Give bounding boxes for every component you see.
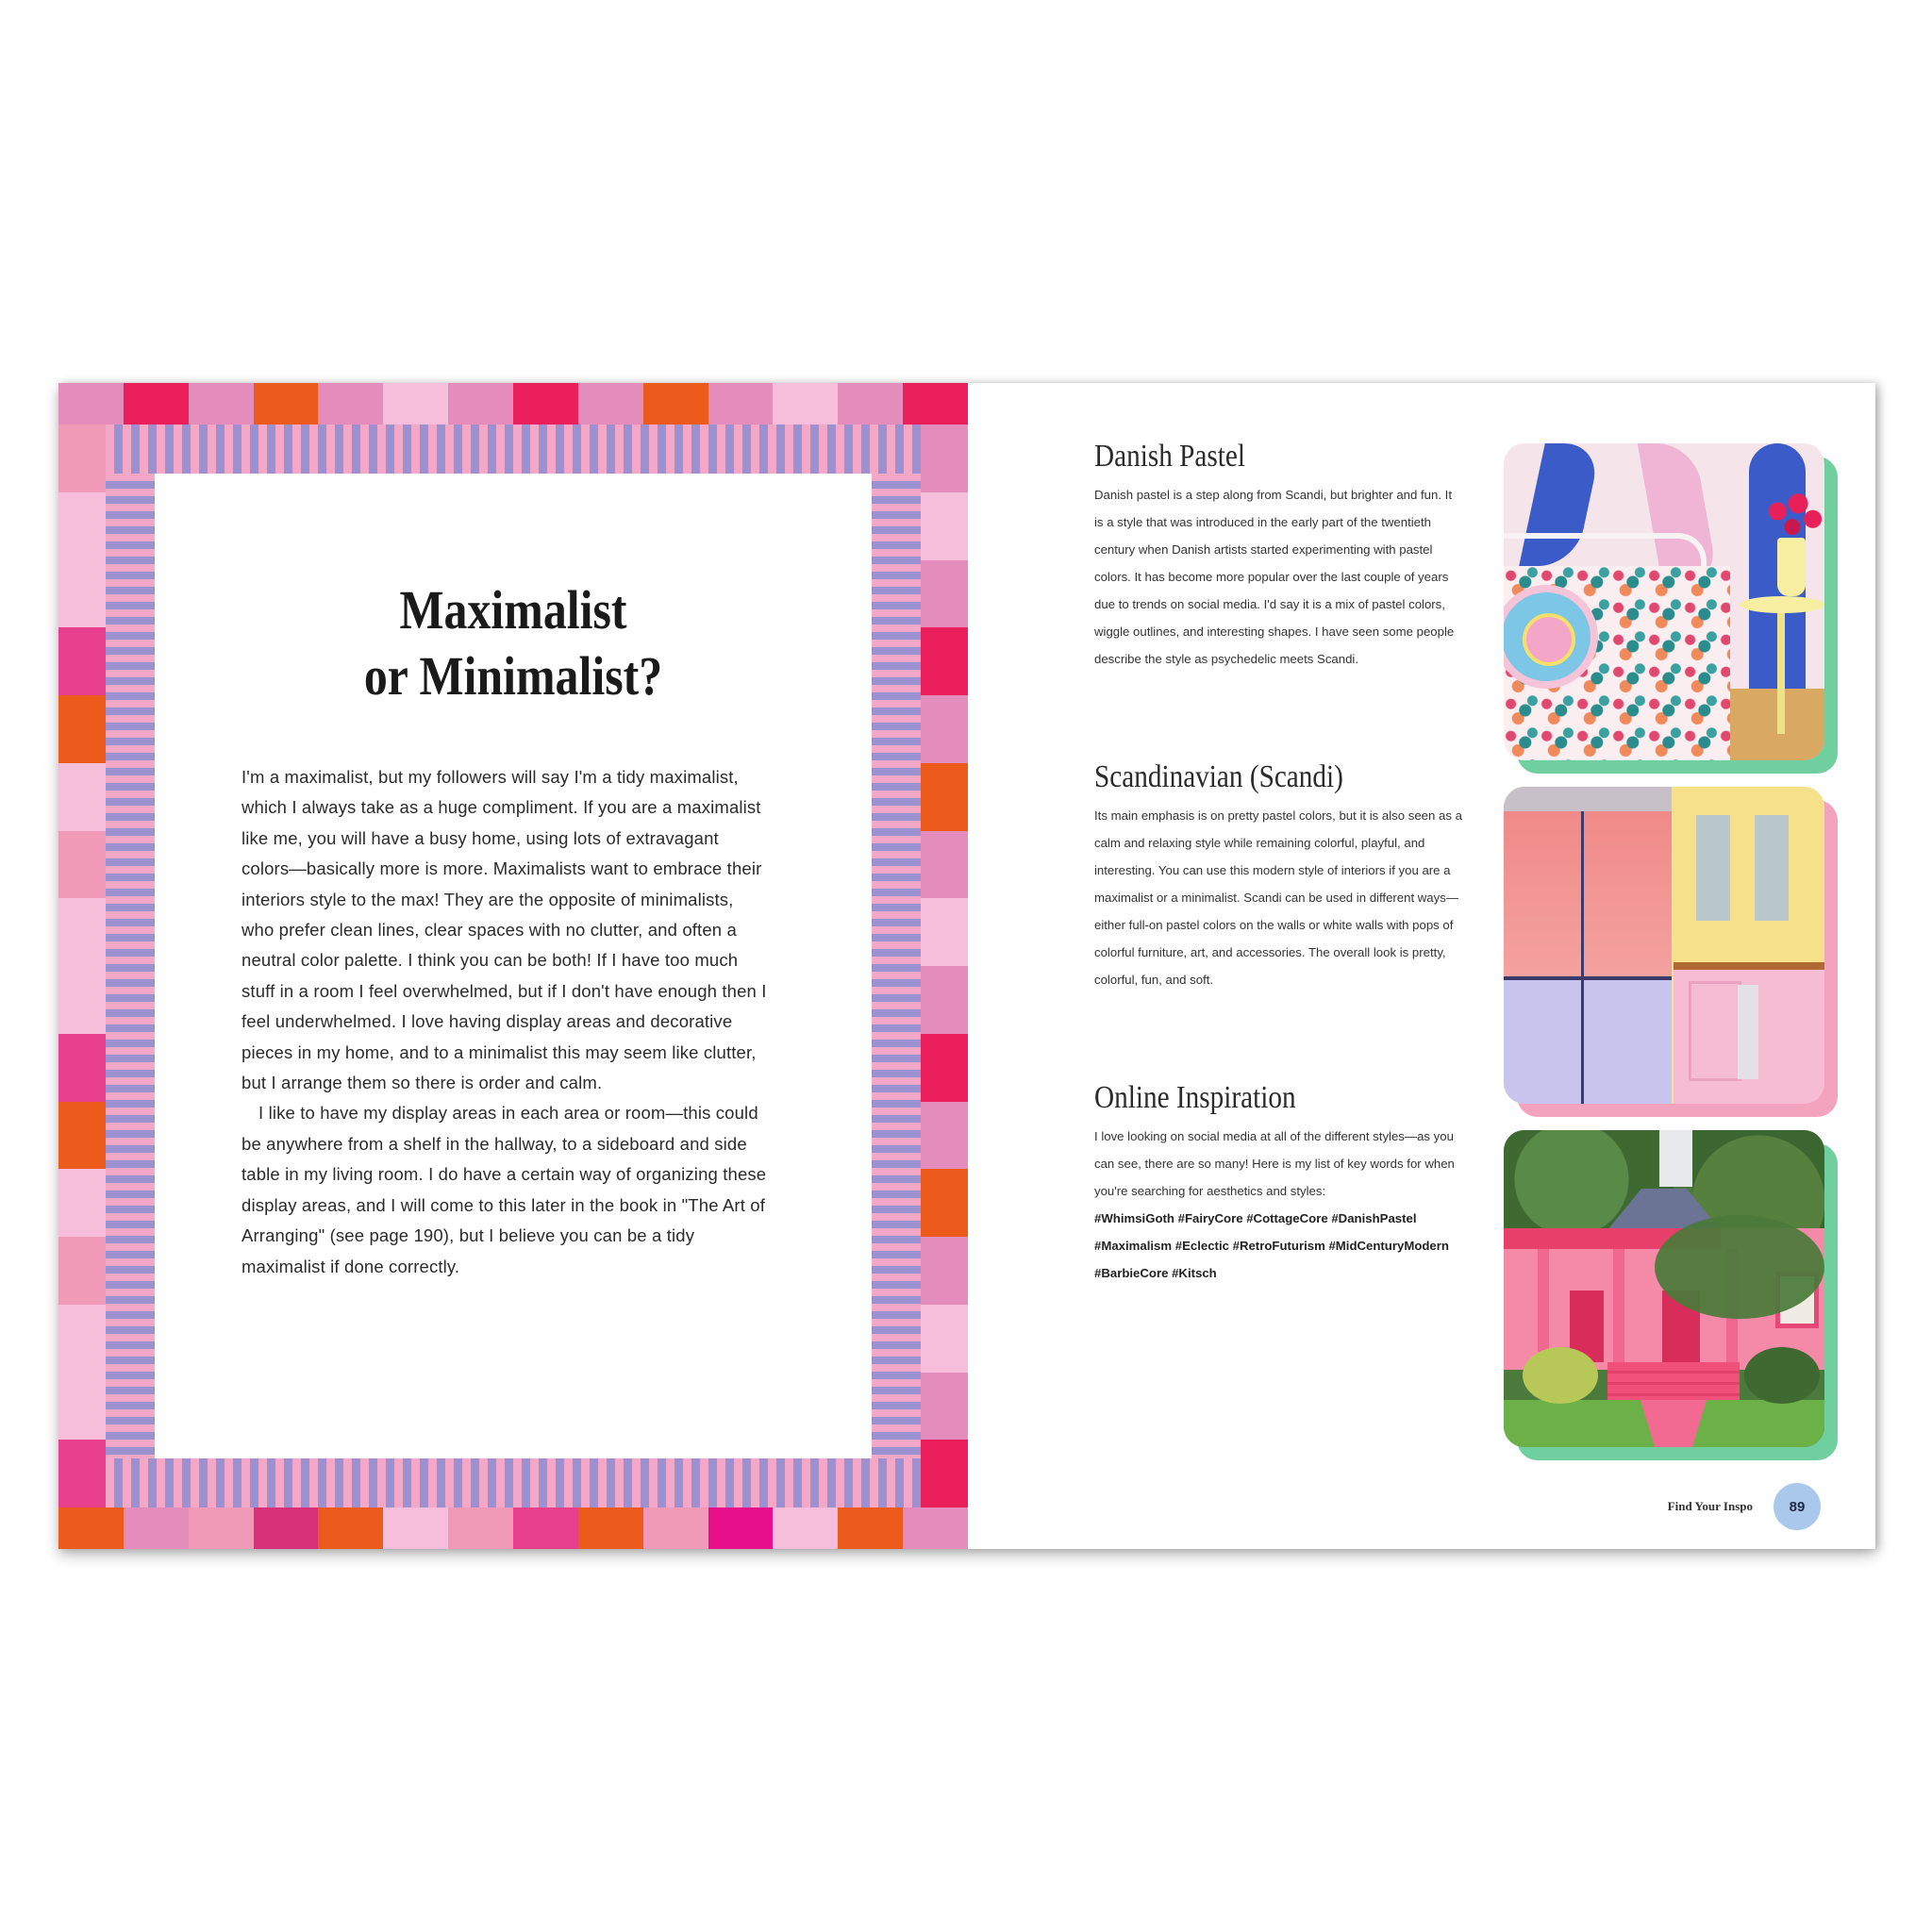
page-footer (1668, 1483, 1821, 1530)
section-online-inspiration (1094, 1079, 1462, 1287)
section-heading: Online Inspiration (1094, 1080, 1296, 1115)
section-body: Danish pastel is a step along from Scandi, but brighter and fun. It is a style that was introduced in the early part of the twentieth century when Danish artists started experimenting with pastel colors. It has become more popular over the last couple of years due to trends on social media. I'd say it is a mix of pastel colors, wiggle outlines, and interesting shapes. I have seen some people describe the style as psychedelic meets Scandi. (1094, 488, 1455, 666)
paragraph-2: I like to have my display areas in each area or room—this could be anywhere from a shelf in the hallway, to a sideboard and side table in my living room. I do have a certain way of organizing these display areas, and I will come to this later in the book in "The Art of Arranging" (see page 190), but I believe you can be a tidy maximalist if done correctly. (242, 1103, 767, 1276)
title-line-1: Maximalist (399, 579, 627, 641)
left-page (58, 383, 968, 1549)
photo-kitchen (1504, 787, 1838, 1117)
title-line-2: or Minimalist? (363, 645, 663, 707)
page-title (205, 577, 822, 709)
photo-bedroom (1504, 443, 1838, 774)
section-scandinavian (1094, 758, 1462, 993)
bedroom-image (1504, 443, 1824, 760)
section-danish-pastel (1094, 438, 1462, 673)
stripe-border-left (106, 474, 155, 1458)
page-number-badge: 89 (1774, 1483, 1821, 1530)
right-page (968, 383, 1875, 1549)
running-footer-label: Find Your Inspo (1667, 1499, 1753, 1513)
stripe-border-right (872, 474, 921, 1458)
stripe-border-bottom (106, 1458, 921, 1507)
book-spread (58, 383, 1875, 1549)
checker-border-bottom (58, 1507, 968, 1549)
checker-border-left (58, 425, 106, 1507)
text-panel (155, 474, 872, 1458)
checker-border-right (921, 425, 968, 1507)
hashtag-list: #WhimsiGoth #FairyCore #CottageCore #DanishPastel #Maximalism #Eclectic #RetroFuturism #MidCenturyModern #BarbieCore #Kitsch (1094, 1211, 1449, 1280)
section-body: I love looking on social media at all of the different styles—as you can see, there are so many! Here is my list of key words for when you're searching for aesthetics and styles: (1094, 1129, 1455, 1198)
section-heading: Scandinavian (Scandi) (1094, 759, 1343, 794)
section-body: Its main emphasis is on pretty pastel colors, but it is also seen as a calm and relaxing style while remaining colorful, playful, and interesting. You can use this modern style of interiors if you are a maximalist or a minimalist. Scandi can be used in different ways—either full-on pastel colors on the walls or white walls with pops of colorful furniture, art, and accessories. The overall look is pretty, colorful, fun, and soft. (1094, 808, 1462, 987)
checker-border-top (58, 383, 968, 425)
body-text (242, 762, 770, 1282)
pink-house-image (1504, 1130, 1824, 1447)
paragraph-1: I'm a maximalist, but my followers will say I'm a tidy maximalist, which I always take as a huge compliment. If you are a maximalist like me, you will have a busy home, using lots of extravagant colors—basically more is more. Maximalists want to embrace their interiors style to the max! They are the opposite of minimalists, who prefer clean lines, clear spaces with no clutter, and often a neutral color palette. I think you can be both! If I have too much stuff in a room I feel overwhelmed, but if I don't have enough then I feel underwhelmed. I love having display areas and decorative pieces in my home, and to a minimalist this may seem like clutter, but I arrange them so there is order and calm. (242, 767, 767, 1093)
kitchen-image (1504, 787, 1824, 1104)
photo-pink-house (1504, 1130, 1838, 1460)
stripe-border-top (106, 425, 921, 474)
section-heading: Danish Pastel (1094, 439, 1246, 474)
